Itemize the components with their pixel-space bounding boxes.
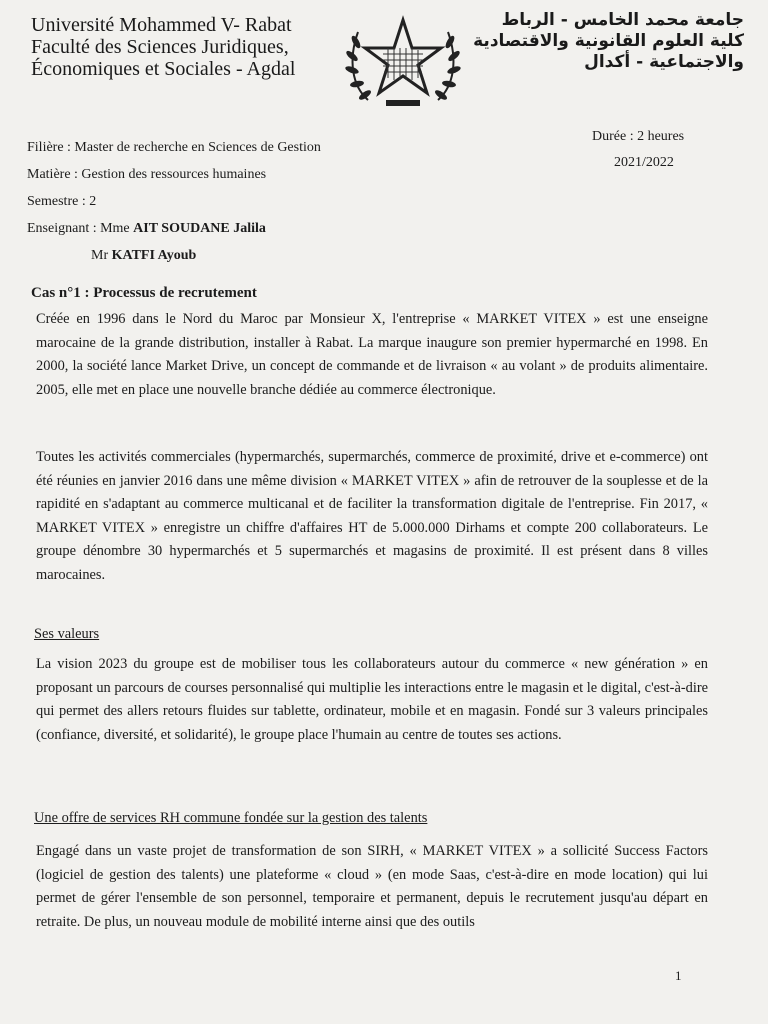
paragraph-offre-rh: Engagé dans un vaste projet de transformation de son SIRH, « MARKET VITEX » a sollicité Success Factors (logiciel de gestion des talents) une plateforme « cloud » (en mode Saas, c'est-à-dire en mode location) qui lui permet de gérer l'ensemble de son personnel, temporaire et permanent, depuis le recrutement jusqu'au départ en retraite. De plus, un nouveau module de mobilité interne ainsi que des outils: [36, 843, 708, 930]
enseignant-1-name: AIT SOUDANE Jalila: [133, 221, 266, 236]
faculty-name-line2: Économiques et Sociales - Agdal: [31, 58, 296, 80]
faculty-name-line1: Faculté des Sciences Juridiques,: [31, 36, 289, 58]
enseignant-2-prefix: Mr: [91, 248, 112, 263]
university-header-ar: [473, 10, 744, 73]
faculty-name-ar-line1: كلية العلوم القانونية والاقتصادية: [473, 31, 744, 51]
matiere-line: Matière : Gestion des ressources humaines: [27, 167, 267, 182]
case-title: Cas n°1 : Processus de recrutement: [31, 285, 257, 301]
exam-duration: [592, 124, 712, 176]
enseignant-2-name: KATFI Ayoub: [111, 248, 197, 263]
enseignant-line: [27, 215, 487, 242]
paragraph-valeurs: La vision 2023 du groupe est de mobiliser tous les collaborateurs autour du commerce « new génération » en proposant un parcours de courses personnalisé qui multiplie les interactions entre le magasin et le digital, c'est-à-dire qui permet des allers retours fluides sur tablette, ordinateur, mobile et en magasin. Fondé sur 3 valeurs principales (confiance, diversité, et solidarité), le groupe place l'humain au centre de toutes ses actions.: [36, 656, 708, 743]
enseignant-prefix: Enseignant : Mme: [27, 221, 134, 236]
enseignant-2-line: [27, 242, 487, 269]
duree-line: Durée : 2 heures: [592, 129, 685, 144]
course-info: [27, 134, 487, 269]
paragraph-activities: Toutes les activités commerciales (hypermarchés, supermarchés, commerce de proximité, drive et e-commerce) ont été réunies en janvier 2016 dans une même division « MARKET VITEX » afin de retrouver de la souplesse et de la rapidité en s'adaptant au commerce multicanal et de faciliter la transformation digitale de l'entreprise. Fin 2017, « MARKET VITEX » enregistre un chiffre d'affaires HT de 5.000.000 Dirhams et compte 200 collaborateurs. Le groupe dénombre 30 hypermarchés et 5 supermarchés et magasins de proximité. Il est présent dans 8 villes marocaines.: [36, 449, 708, 583]
paragraph-history: Créée en 1996 dans le Nord du Maroc par Monsieur X, l'entreprise « MARKET VITEX » est une enseigne marocaine de la grande distribution, installer à Rabat. La marque inaugure son premier hypermarché en 1998. En 2000, la société lance Market Drive, un concept de commande et de livraison « au volant » de produits alimentaire. 2005, elle met en place une nouvelle branche dédiée au commerce électronique.: [36, 311, 708, 398]
academic-year: 2021/2022: [614, 155, 674, 170]
university-header-fr: [31, 14, 331, 80]
university-name: Université Mohammed V- Rabat: [31, 14, 292, 36]
section-title-offre-rh: Une offre de services RH commune fondée sur la gestion des talents: [34, 810, 428, 826]
semestre-line: Semestre : 2: [27, 194, 97, 209]
filiere-line: Filière : Master de recherche en Sciences de Gestion: [27, 140, 321, 155]
university-emblem-icon: [338, 8, 468, 112]
faculty-name-ar-line2: والاجتماعية - أكدال: [584, 52, 744, 72]
university-name-ar: جامعة محمد الخامس - الرباط: [501, 10, 744, 30]
section-title-valeurs: Ses valeurs: [34, 626, 100, 642]
page-number: 1: [675, 968, 682, 983]
